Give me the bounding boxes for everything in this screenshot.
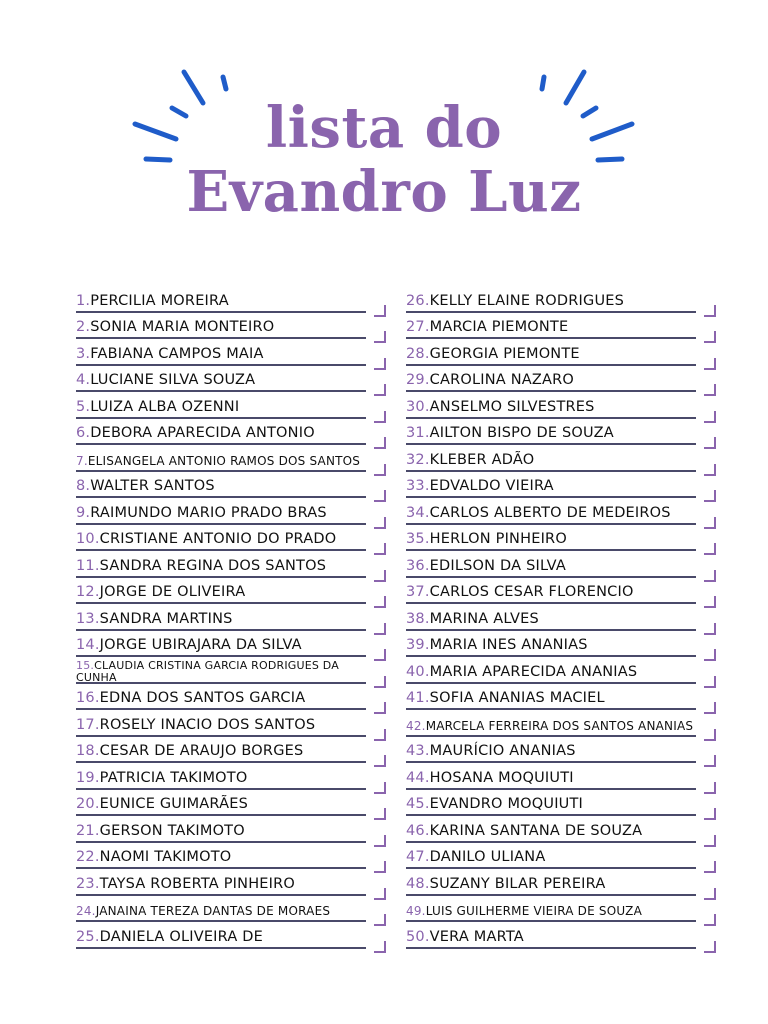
list-item-name: MARIA INES ANANIAS <box>429 637 588 653</box>
checkbox-mark[interactable] <box>704 543 716 555</box>
list-item <box>76 763 366 790</box>
checkbox-mark[interactable] <box>374 384 386 396</box>
list-item <box>406 843 696 870</box>
list-item-name: AILTON BISPO DE SOUZA <box>429 425 614 441</box>
list-item-name: ROSELY INACIO DOS SANTOS <box>99 716 316 733</box>
list-item-name: KELLY ELAINE RODRIGUES <box>429 292 625 309</box>
list-item <box>76 313 366 340</box>
list-item-name: GERSON TAKIMOTO <box>99 822 245 839</box>
checkbox-mark[interactable] <box>374 835 386 847</box>
list-item <box>76 286 366 313</box>
list-item-text <box>76 904 330 918</box>
list-item-text <box>406 719 693 733</box>
list-item-number: 8. <box>76 478 91 494</box>
list-item-name: EVANDRO MOQUIUTI <box>429 796 584 812</box>
checkbox-mark[interactable] <box>374 861 386 873</box>
list-item <box>406 922 696 949</box>
list-item-text <box>76 637 302 653</box>
list-item-text <box>76 372 255 388</box>
list-item <box>406 419 696 446</box>
checkbox-mark[interactable] <box>704 623 716 635</box>
checkbox-mark[interactable] <box>704 384 716 396</box>
list-item <box>406 684 696 711</box>
checkbox-mark[interactable] <box>374 305 386 317</box>
list-item-number: 43. <box>406 743 430 759</box>
list-item-name: RAIMUNDO MARIO PRADO BRAS <box>90 504 327 521</box>
list-item-text <box>76 823 245 839</box>
list-item-name: SONIA MARIA MONTEIRO <box>90 319 275 335</box>
list-item-name: TAYSA ROBERTA PINHEIRO <box>99 875 296 892</box>
list-item-name: ANSELMO SILVESTRES <box>429 398 595 415</box>
list-item-text <box>406 372 574 388</box>
list-item-number: 21. <box>76 822 100 839</box>
list-item-text <box>76 584 245 600</box>
list-item-name: CRISTIANE ANTONIO DO PRADO <box>99 531 337 547</box>
list-item-number: 16. <box>76 690 100 706</box>
checkbox-mark[interactable] <box>704 782 716 794</box>
list-item-name: KLEBER ADÃO <box>429 451 535 468</box>
checkbox-mark[interactable] <box>704 914 716 926</box>
list-item-text <box>406 904 642 918</box>
list-item-name: FABIANA CAMPOS MAIA <box>90 345 264 362</box>
list-item-number: 32. <box>406 451 430 468</box>
list-item-name: VERA MARTA <box>429 928 524 945</box>
checkbox-mark[interactable] <box>374 490 386 502</box>
list-item-number: 46. <box>406 822 430 839</box>
list-item <box>76 896 366 923</box>
list-item-text <box>406 584 634 600</box>
list-item-text <box>76 929 263 945</box>
list-item-text <box>76 346 264 362</box>
list-item-name: CESAR DE ARAUJO BORGES <box>99 743 304 759</box>
checkbox-mark[interactable] <box>374 808 386 820</box>
list-item <box>76 684 366 711</box>
list-item-text <box>406 823 642 839</box>
list-item-number: 2. <box>76 319 91 335</box>
checkbox-mark[interactable] <box>704 835 716 847</box>
list-item <box>406 816 696 843</box>
checkbox-mark[interactable] <box>704 676 716 688</box>
list-item-text <box>406 690 605 706</box>
list-item-text <box>76 531 336 547</box>
list-item <box>76 498 366 525</box>
list-item-name: MARCELA FERREIRA DOS SANTOS ANANIAS <box>425 718 694 733</box>
list-item-name: EDILSON DA SILVA <box>429 557 566 574</box>
checkbox-mark[interactable] <box>374 411 386 423</box>
list-item-text <box>76 611 233 627</box>
list-item-text <box>76 717 315 733</box>
list-item-name: JORGE DE OLIVEIRA <box>99 584 246 600</box>
checkbox-mark[interactable] <box>704 411 716 423</box>
list-item-name: MARCIA PIEMONTE <box>429 319 569 335</box>
list-item-name: HERLON PINHEIRO <box>429 531 567 547</box>
list-item-number: 23. <box>76 875 100 892</box>
list-item <box>406 286 696 313</box>
checkbox-mark[interactable] <box>374 702 386 714</box>
list-item-name: JORGE UBIRAJARA DA SILVA <box>99 637 302 653</box>
list-item-name: CARLOS CESAR FLORENCIO <box>429 584 634 600</box>
list-item-text <box>406 293 624 309</box>
list-item <box>406 445 696 472</box>
list-item-number: 25. <box>76 928 100 945</box>
list-item-text <box>76 399 239 415</box>
list-item-number: 29. <box>406 372 430 388</box>
list-item-number: 47. <box>406 849 430 865</box>
list-item-text <box>76 770 247 786</box>
list-item <box>76 790 366 817</box>
checkbox-mark[interactable] <box>704 888 716 900</box>
list-item-number: 36. <box>406 557 430 574</box>
list-item-name: DANILO ULIANA <box>429 849 546 865</box>
list-item <box>406 392 696 419</box>
list-item-text <box>406 319 568 335</box>
list-item-name: JANAINA TEREZA DANTAS DE MORAES <box>95 904 331 918</box>
checkbox-mark[interactable] <box>374 543 386 555</box>
checkbox-mark[interactable] <box>704 596 716 608</box>
list-item-name: EDNA DOS SANTOS GARCIA <box>99 690 306 706</box>
checkbox-mark[interactable] <box>374 782 386 794</box>
list-item-text <box>406 664 637 680</box>
checkbox-mark[interactable] <box>704 358 716 370</box>
checkbox-mark[interactable] <box>374 517 386 529</box>
list-item-text <box>76 558 326 574</box>
list-item-number: 45. <box>406 796 430 812</box>
list-item-number: 18. <box>76 743 100 759</box>
list-item-name: MARINA ALVES <box>429 610 539 627</box>
list-item-number: 44. <box>406 769 430 786</box>
list-item-name: PERCILIA MOREIRA <box>90 292 229 309</box>
list-item <box>76 578 366 605</box>
list-item-text <box>76 743 303 759</box>
list-item-number: 22. <box>76 849 100 865</box>
list-item-number: 28. <box>406 345 430 362</box>
list-item-text <box>406 531 567 547</box>
left-column <box>76 286 366 949</box>
list-item-name: LUCIANE SILVA SOUZA <box>90 372 256 388</box>
checkbox-mark[interactable] <box>374 570 386 582</box>
list-item-name: LUIS GUILHERME VIEIRA DE SOUZA <box>425 904 642 918</box>
list-item-number: 38. <box>406 610 430 627</box>
list-item <box>406 366 696 393</box>
list-item-number: 35. <box>406 531 430 547</box>
list-item-name: CARLOS ALBERTO DE MEDEIROS <box>429 504 671 521</box>
list-item-number: 1. <box>76 292 91 309</box>
checkbox-mark[interactable] <box>704 649 716 661</box>
list-item-text <box>406 425 614 441</box>
list-item-name: SANDRA REGINA DOS SANTOS <box>99 557 327 574</box>
list-item-name: HOSANA MOQUIUTI <box>429 769 574 786</box>
list-item-text <box>406 399 595 415</box>
list-item-text <box>406 796 583 812</box>
list-item <box>406 551 696 578</box>
checkbox-mark[interactable] <box>704 570 716 582</box>
list-item <box>76 816 366 843</box>
right-column <box>406 286 696 949</box>
list-item-number: 34. <box>406 504 430 521</box>
list-item <box>76 392 366 419</box>
list-item-number: 48. <box>406 875 430 892</box>
list-item-number: 14. <box>76 637 100 653</box>
title-line-2: Evandro Luz <box>186 159 582 225</box>
list-item-number: 7. <box>76 453 88 468</box>
list-item <box>406 631 696 658</box>
title-line-1: lista do <box>265 95 503 161</box>
list-item-number: 33. <box>406 478 430 494</box>
list-item-number: 13. <box>76 610 100 627</box>
list-item-name: MAURÍCIO ANANIAS <box>429 743 576 759</box>
list-item-text <box>406 929 524 945</box>
list-item <box>76 339 366 366</box>
list-item <box>76 604 366 631</box>
list-item-name: WALTER SANTOS <box>90 478 215 494</box>
list-item <box>406 604 696 631</box>
list-item-number: 19. <box>76 769 100 786</box>
list-item <box>406 763 696 790</box>
list-item <box>406 313 696 340</box>
list-item-number: 24. <box>76 904 96 918</box>
list-item-name: SUZANY BILAR PEREIRA <box>429 875 606 892</box>
checkbox-mark[interactable] <box>704 702 716 714</box>
list-item-number: 49. <box>406 904 426 918</box>
list-item-text <box>406 849 545 865</box>
checkbox-mark[interactable] <box>374 623 386 635</box>
list-item-number: 15. <box>76 658 95 672</box>
list-item-name: LUIZA ALBA OZENNI <box>90 398 240 415</box>
list-item-name: GEORGIA PIEMONTE <box>429 345 580 362</box>
list-item-number: 20. <box>76 796 100 812</box>
list-item-name: KARINA SANTANA DE SOUZA <box>429 822 643 839</box>
list-item <box>406 498 696 525</box>
list-item-text <box>76 796 248 812</box>
list-item-name: MARIA APARECIDA ANANIAS <box>429 663 638 680</box>
checkbox-mark[interactable] <box>704 861 716 873</box>
list-item <box>76 710 366 737</box>
list-item-number: 39. <box>406 637 430 653</box>
list-item-text <box>406 558 566 574</box>
checkbox-mark[interactable] <box>374 331 386 343</box>
list-item <box>76 366 366 393</box>
list-item <box>406 472 696 499</box>
list-item-text <box>76 690 305 706</box>
list-item-number: 17. <box>76 716 100 733</box>
header <box>0 0 768 260</box>
list-item-text <box>76 876 295 892</box>
checkbox-mark[interactable] <box>704 437 716 449</box>
list-item-number: 30. <box>406 398 430 415</box>
list-item-text <box>76 505 327 521</box>
list-item-number: 42. <box>406 718 426 733</box>
list-item <box>406 790 696 817</box>
checkbox-mark[interactable] <box>374 596 386 608</box>
checkbox-mark[interactable] <box>374 437 386 449</box>
list-item-name: EUNICE GUIMARÃES <box>99 796 248 812</box>
checkbox-mark[interactable] <box>374 358 386 370</box>
list-item <box>76 631 366 658</box>
list-item-name: DEBORA APARECIDA ANTONIO <box>90 425 315 441</box>
list-item-name: CLAUDIA CRISTINA GARCIA RODRIGUES DA CUNHA <box>76 658 339 684</box>
list-item <box>76 472 366 499</box>
list-item-text <box>406 611 539 627</box>
list-item-number: 4. <box>76 372 91 388</box>
list-item <box>76 737 366 764</box>
checkbox-mark[interactable] <box>374 755 386 767</box>
list-item <box>76 922 366 949</box>
list-item-text <box>406 452 534 468</box>
list-item <box>406 737 696 764</box>
list-item-text <box>406 637 588 653</box>
list-item <box>76 869 366 896</box>
list-item-text <box>76 425 315 441</box>
list-item-name: DANIELA OLIVEIRA DE <box>99 928 263 945</box>
list-item <box>76 843 366 870</box>
list-item <box>406 339 696 366</box>
list-item <box>406 710 696 737</box>
checkbox-mark[interactable] <box>704 464 716 476</box>
list-item <box>406 578 696 605</box>
list-item-name: PATRICIA TAKIMOTO <box>99 769 248 786</box>
list-item-number: 9. <box>76 504 91 521</box>
list-item-number: 31. <box>406 425 430 441</box>
checkbox-mark[interactable] <box>374 729 386 741</box>
list-item <box>76 419 366 446</box>
list-item-text <box>76 293 229 309</box>
list-item-number: 10. <box>76 531 100 547</box>
checkbox-mark[interactable] <box>704 490 716 502</box>
checkbox-mark[interactable] <box>704 941 716 953</box>
checkbox-mark[interactable] <box>704 517 716 529</box>
checkbox-mark[interactable] <box>374 914 386 926</box>
list-item <box>76 551 366 578</box>
checkbox-mark[interactable] <box>704 729 716 741</box>
list-item-text <box>406 770 574 786</box>
checkbox-mark[interactable] <box>374 649 386 661</box>
list-item-number: 37. <box>406 584 430 600</box>
list-item-text <box>406 505 671 521</box>
checkbox-mark[interactable] <box>704 331 716 343</box>
list-item-number: 50. <box>406 928 430 945</box>
list-item-number: 3. <box>76 345 91 362</box>
list-item-number: 27. <box>406 319 430 335</box>
list-item-text <box>76 660 366 684</box>
checkbox-mark[interactable] <box>374 941 386 953</box>
list-item-text <box>406 876 605 892</box>
list-item-text <box>76 849 231 865</box>
list-item-text <box>406 743 576 759</box>
list-item <box>76 445 366 472</box>
list-item <box>76 525 366 552</box>
list-item-text <box>76 478 215 494</box>
list-item-number: 6. <box>76 425 91 441</box>
checkbox-mark[interactable] <box>704 808 716 820</box>
list-item-text <box>406 478 554 494</box>
checkbox-mark[interactable] <box>374 464 386 476</box>
list-item-number: 12. <box>76 584 100 600</box>
list-item <box>406 525 696 552</box>
list-item-name: NAOMI TAKIMOTO <box>99 849 232 865</box>
list-item-name: SOFIA ANANIAS MACIEL <box>429 690 605 706</box>
list-item-name: SANDRA MARTINS <box>99 610 233 627</box>
checkbox-mark[interactable] <box>704 755 716 767</box>
list-item-name: EDVALDO VIEIRA <box>429 478 554 494</box>
list-item-number: 41. <box>406 690 430 706</box>
checkbox-mark[interactable] <box>704 305 716 317</box>
list-item <box>406 896 696 923</box>
list-item-number: 11. <box>76 557 100 574</box>
list-item-number: 5. <box>76 398 91 415</box>
list-item-name: CAROLINA NAZARO <box>429 372 575 388</box>
list-item-text <box>76 454 360 468</box>
list-item <box>406 869 696 896</box>
list-item-text <box>406 346 580 362</box>
checkbox-mark[interactable] <box>374 888 386 900</box>
list-item <box>76 657 366 684</box>
checkbox-mark[interactable] <box>374 676 386 688</box>
list-item-text <box>76 319 274 335</box>
list-item-number: 40. <box>406 663 430 680</box>
list-item-number: 26. <box>406 292 430 309</box>
list-item <box>406 657 696 684</box>
list-item-name: ELISANGELA ANTONIO RAMOS DOS SANTOS <box>87 453 361 468</box>
